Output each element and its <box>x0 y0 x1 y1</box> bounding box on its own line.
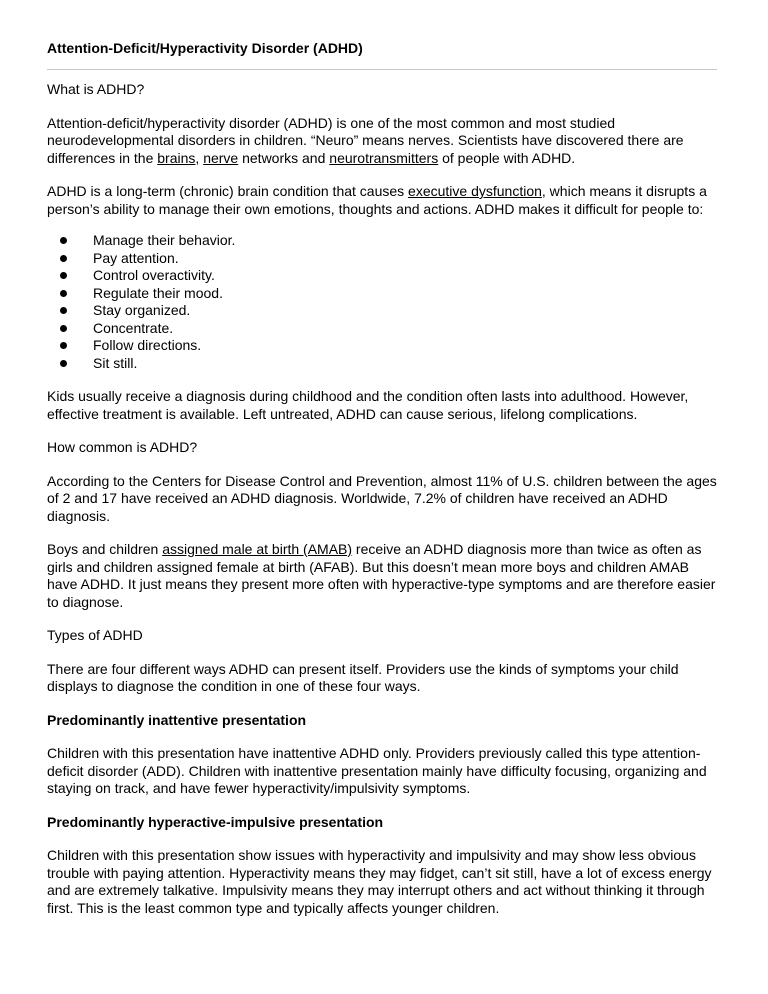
link-nerve[interactable]: nerve <box>203 149 239 166</box>
paragraph-amab: Boys and children assigned male at birth (AMAB) receive an ADHD diagnosis more than twice as often as girls and children assigned female at birth (AFAB). But this doesn’t mean more boys and children AMAB have ADHD. It just means they present more often with hyperactive-type symptoms and are therefore easier to diagnose. <box>47 541 716 610</box>
bullet-icon <box>60 272 67 279</box>
heading-inattentive: Predominantly inattentive presentation <box>47 711 307 728</box>
paragraph-hyperactive-impulsive: Children with this presentation show issues with hyperactivity and impulsivity and may show less obvious trouble with paying attention. Hyperactivity means they may fidget, can’t sit still, have a lot of excess energy and are extremely talkative. Impulsivity means they may interrupt others and act without thinking it through first. This is the least common type and typically affects younger children. <box>47 847 712 916</box>
link-assigned-male-at-birth[interactable]: assigned male at birth (AMAB) <box>162 541 353 557</box>
difficulty-list <box>47 232 721 372</box>
list-item: Manage their behavior. <box>47 232 721 250</box>
link-executive-dysfunction[interactable]: executive dysfunction <box>408 183 542 199</box>
bullet-icon <box>60 325 67 332</box>
list-item: Regulate their mood. <box>47 285 721 303</box>
heading-how-common: How common is ADHD? <box>47 439 198 455</box>
paragraph-intro: Attention-deficit/hyperactivity disorder (ADHD) is one of the most common and most studied neurodevelopmental disorders in children. “Neuro” means nerves. Scientists have discovered there are differences in the brains, nerve networks and neurotransmitters of people with ADHD. <box>47 114 684 166</box>
list-item: Stay organized. <box>47 302 721 320</box>
paragraph-prevalence: According to the Centers for Disease Control and Prevention, almost 11% of U.S. children between the ages of 2 and 17 have received an ADHD diagnosis. Worldwide, 7.2% of children have received an ADHD diagnosis. <box>47 472 717 524</box>
heading-what-is-adhd: What is ADHD? <box>47 81 145 97</box>
bullet-icon <box>60 237 67 244</box>
list-item: Pay attention. <box>47 250 721 268</box>
paragraph-executive-dysfunction: ADHD is a long-term (chronic) brain condition that causes executive dysfunction, which means it disrupts a person’s ability to manage their own emotions, thoughts and actions. ADHD makes it difficult for people to: <box>47 183 707 217</box>
list-item: Concentrate. <box>47 320 721 338</box>
bullet-icon <box>60 342 67 349</box>
heading-types: Types of ADHD <box>47 627 143 643</box>
paragraph-diagnosis: Kids usually receive a diagnosis during childhood and the condition often lasts into adulthood. However, effective treatment is available. Left untreated, ADHD can cause serious, lifelong complications. <box>47 388 689 422</box>
link-brains[interactable]: brains <box>157 149 196 166</box>
paragraph-inattentive: Children with this presentation have inattentive ADHD only. Providers previously called this type attention-deficit disorder (ADD). Children with inattentive presentation mainly have difficulty focusing, organizing and staying on track, and have fewer hyperactivity/impulsivity symptoms. <box>47 745 707 796</box>
document-title: Attention-Deficit/Hyperactivity Disorder (ADHD) <box>47 40 363 56</box>
bullet-icon <box>60 290 67 297</box>
list-item: Sit still. <box>47 355 721 373</box>
link-neurotransmitters[interactable]: neurotransmitters <box>329 149 439 166</box>
bullet-icon <box>60 360 67 367</box>
heading-hyperactive-impulsive: Predominantly hyperactive-impulsive presentation <box>47 813 384 830</box>
horizontal-divider <box>47 69 717 70</box>
bullet-icon <box>60 307 67 314</box>
list-item: Control overactivity. <box>47 267 721 285</box>
paragraph-types: There are four different ways ADHD can present itself. Providers use the kinds of symptoms your child displays to diagnose the condition in one of these four ways. <box>47 660 679 694</box>
list-item: Follow directions. <box>47 337 721 355</box>
bullet-icon <box>60 255 67 262</box>
